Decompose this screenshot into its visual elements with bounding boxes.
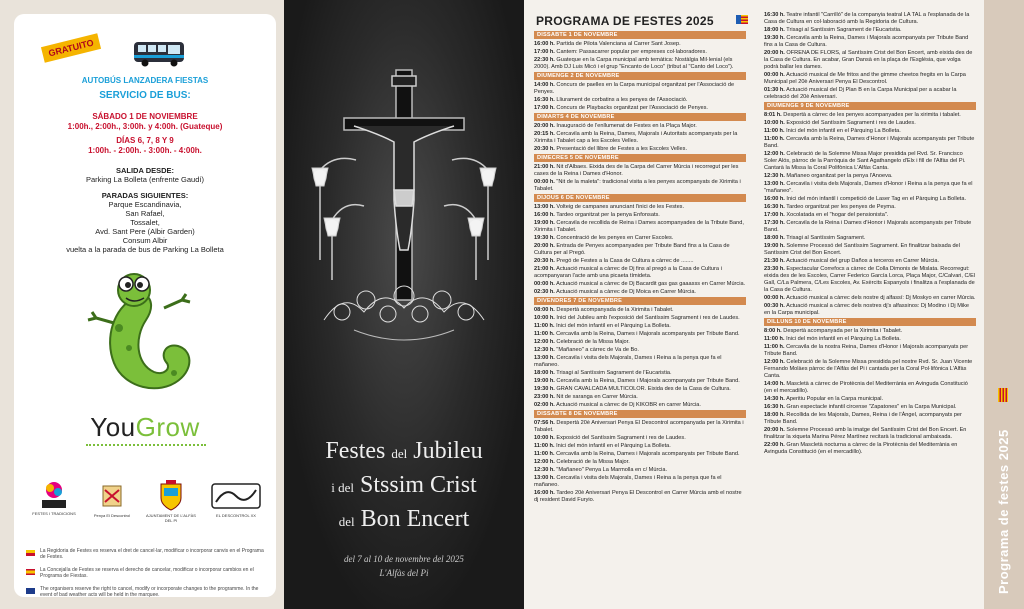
event-text: Despertà acompanyada de la Xirimita i Tabalet. <box>556 307 674 313</box>
event-time: 13:00 h. <box>534 475 555 481</box>
event-text: Cercavila i visita dels Majorals, Dames i Reina a la penya que fa el mañaneo. <box>534 475 722 488</box>
stop-item: Avd. Sant Pere (Albir Garden) <box>95 227 195 236</box>
logo-you: You <box>90 412 136 442</box>
event-row <box>764 196 976 203</box>
event-text: Concurs de Playbacks organitzat per l'Associació de Penyes. <box>556 105 708 111</box>
event-row <box>764 50 976 71</box>
descontrol-logo <box>206 480 266 518</box>
event-row <box>534 394 746 401</box>
event-time: 16:00 h. <box>534 41 555 47</box>
day-header: DISSABTE 8 DE NOVEMBRE <box>534 410 746 418</box>
programme-column-2 <box>764 12 976 457</box>
event-time: 14:30 h. <box>764 396 785 402</box>
event-text: "Mañaneo" Penya La Marmolla en c/ Múrcia. <box>556 467 668 473</box>
event-time: 17:00 h. <box>764 212 785 218</box>
event-text: Cercavila i visita dels Majorals, Dames d'Honor i Reina a la penya que fa el "mañaneo". <box>764 181 973 194</box>
event-row <box>534 378 746 385</box>
event-time: 20:00 h. <box>764 427 785 433</box>
event-time: 20:00 h. <box>534 243 555 249</box>
event-row <box>764 151 976 172</box>
event-time: 12:00 h. <box>534 459 555 465</box>
event-time: 23:00 h. <box>534 394 555 400</box>
event-row <box>534 459 746 466</box>
event-time: 12:30 h. <box>534 347 555 353</box>
event-row <box>534 243 746 257</box>
ajuntament-logo-label: AJUNTAMENT DE L'ALFÀS DEL PI <box>146 513 196 523</box>
event-row <box>534 467 746 474</box>
event-time: 18:00 h. <box>764 235 785 241</box>
event-row <box>764 396 976 403</box>
event-row <box>764 112 976 119</box>
event-row <box>764 442 976 456</box>
event-row <box>764 72 976 86</box>
event-time: 13:00 h. <box>764 181 785 187</box>
day-header: DIMARTS 4 DE NOVEMBRE <box>534 113 746 121</box>
event-text: Inauguració de l'enllumenat de Festes en la Plaça Major. <box>556 123 697 129</box>
event-row <box>534 123 746 130</box>
day-header: DIVENDRES 7 DE NOVEMBRE <box>534 297 746 305</box>
saturday-times: 1:00h., 2:00h., 3:00h. y 4:00h. (Guateque) <box>67 122 223 131</box>
event-time: 14:00 h. <box>764 381 785 387</box>
event-text: Actuació musical de Me fritos and the gimme cheetos fregits en la Carpa Municipal pel 20è Aniversari Penya El Descontrol. <box>764 72 966 85</box>
event-time: 23:30 h. <box>764 266 785 272</box>
title-del-1: del <box>391 446 408 461</box>
event-row <box>534 266 746 280</box>
stop-item: San Rafael, <box>125 209 165 218</box>
event-row <box>534 281 746 288</box>
event-text: Aperitiu Popular en la Carpa municipal. <box>786 396 884 402</box>
day-header: DIJOUS 6 DE NOVEMBRE <box>534 194 746 202</box>
valencian-flag-icon <box>26 550 35 556</box>
event-row <box>764 204 976 211</box>
event-text: Presentació del llibre de Festes a les Escoles Velles. <box>556 146 687 152</box>
day-header: DIMECRES 5 DE NOVEMBRE <box>534 154 746 162</box>
event-text: Espectacular Correfocs a càrrec de Colla Dimonis de Mislata. Recorregut: eixida des de les Escoles, Carrer Federico García Lorca, Plaça Major, C/Calvari, C/El Gall, C/La Palmera, C/Les Escoles, Av. Exèrcits Espanyols i finalitza a l'esplanada de la Casa de Cultura. <box>764 266 976 293</box>
event-row <box>534 97 746 104</box>
event-text: Actuació musical a càrrec dels nostre dj alfassí: Dj Moskyo en carrer Múrcia. <box>786 295 976 301</box>
event-text: Inici del Jubileu amb l'exposició del Santíssim Sagrament i res de Laudes. <box>556 315 740 321</box>
event-row <box>534 386 746 393</box>
event-text: Inici del món infantil en el Pàrquing La Bolleta. <box>556 443 671 449</box>
event-row <box>534 105 746 112</box>
spanish-flag-icon <box>26 569 35 575</box>
event-row <box>534 258 746 265</box>
event-row <box>764 181 976 195</box>
day-header: DILLUNS 10 DE NOVEMBRE <box>764 318 976 326</box>
event-text: Inici del món infantil en el Pàrquing La Bolleta. <box>786 128 901 134</box>
event-row <box>534 289 746 296</box>
event-text: Entrada de Penyes acompanyades per Tribute Band fins a la Casa de Cultura per al Pregó. <box>534 243 730 256</box>
event-time: 22:30 h. <box>534 57 555 63</box>
festes-logo <box>30 480 78 516</box>
event-time: 16:30 h. <box>764 12 785 18</box>
event-row <box>534 475 746 489</box>
event-time: 21:30 h. <box>764 258 785 264</box>
event-text: Actuació musical a càrrec de Dj Moica en Carrer Múrcia. <box>556 289 696 295</box>
event-row <box>534 212 746 219</box>
disclaimer-va: La Regidoria de Festes es reserva el dret de cancel·lar, modificar o incorporar canvis en el Programa de Festes. <box>40 548 264 560</box>
spine-title: Programa de festes 2025 <box>996 429 1011 594</box>
logo-divider <box>86 444 206 448</box>
event-time: 18:00 h. <box>764 27 785 33</box>
event-row <box>764 136 976 150</box>
stop-item: vuelta a la parada de bus de Parking La Bolleta <box>66 245 224 254</box>
event-row <box>534 204 746 211</box>
event-time: 16:30 h. <box>534 97 555 103</box>
event-time: 00:00 h. <box>534 281 555 287</box>
event-row <box>764 258 976 265</box>
event-text: Despertà acompanyada per la Xirimita i Tabalet. <box>783 328 903 334</box>
event-row <box>534 323 746 330</box>
saturday-label: SÁBADO 1 DE NOVIEMBRE <box>92 112 198 121</box>
festes-logo-label: FESTES I TRADICIONS <box>32 511 76 516</box>
event-row <box>764 427 976 441</box>
lizard-mascot-icon <box>74 268 224 410</box>
stops-label: PARADAS SIGUIENTES: <box>101 191 189 200</box>
side-spine <box>984 0 1024 609</box>
event-row <box>534 179 746 193</box>
programme-panel <box>524 0 984 609</box>
event-row <box>534 146 746 153</box>
event-text: Cercavila i visita dels Majorals, Dames i Reina a la penya que fa el mañaneo. <box>534 355 722 368</box>
event-row <box>764 173 976 180</box>
stop-item: Parque Escandinavia, <box>108 200 182 209</box>
event-row <box>764 12 976 26</box>
event-text: Cercavila amb la Reina, Dames, Majorals i Autoritats acompanyats per la Xirimita i Tabalet cap a les Escoles Velles. <box>534 131 738 144</box>
event-time: 19:30 h. <box>764 35 785 41</box>
event-row <box>764 120 976 127</box>
event-row <box>764 381 976 395</box>
event-text: Cercavila amb la Reina, Dames i Majorals acompanyats per Tribute Band fins a la Casa de Cultura. <box>764 35 969 48</box>
disclaimer-es: La Concejalía de Festes se reserva el derecho de cancelar, modificar o incorporar cambios en el Programa de Fiestas. <box>40 567 254 579</box>
event-time: 12:30 h. <box>534 467 555 473</box>
event-text: Despertà a càrrec de les penyes acompanyades per la xirimita i tabalet. <box>783 112 961 118</box>
event-time: 02:30 h. <box>534 289 555 295</box>
programme-title: PROGRAMA DE FESTES 2025 <box>536 14 714 28</box>
event-row <box>534 402 746 409</box>
event-text: Pregó de Festes a la Casa de Cultura a càrrec de ........ <box>556 258 694 264</box>
event-time: 01:30 h. <box>764 87 785 93</box>
event-time: 19:00 h. <box>534 220 555 226</box>
event-row <box>534 131 746 145</box>
valencian-flag-icon <box>736 15 748 24</box>
event-row <box>534 435 746 442</box>
event-time: 00:30 h. <box>764 303 785 309</box>
festival-place: L'Alfàs del Pi <box>379 568 429 578</box>
event-text: Cantem: Passacarrer popular per empreses col·laboradores. <box>556 49 707 55</box>
event-time: 07:56 h. <box>534 420 555 426</box>
event-time: 20:00 h. <box>764 50 785 56</box>
event-row <box>534 164 746 178</box>
bus-service-heading: SERVICIO DE BUS: <box>99 90 191 101</box>
event-text: Actuació musical del grup Daños a terceros en Carrer Múrcia. <box>786 258 940 264</box>
day-header: DIUMENGE 2 DE NOVEMBRE <box>534 72 746 80</box>
event-row <box>764 87 976 101</box>
event-row <box>534 307 746 314</box>
programme-column-1 <box>534 30 746 505</box>
event-time: 19:00 h. <box>534 378 555 384</box>
event-text: Actuació musical a càrrec de Dj KIKOBR en carrer Múrcia. <box>556 402 701 408</box>
event-text: "Nit de la maleta": tradicional visita a les penyes acompanyats de Xirimita i Tabalet. <box>534 179 741 192</box>
descontrol-logo-label: EL DESCONTROL XX <box>216 513 256 518</box>
event-text: Celebració de la Solemne Missa presidida pel nostre Rvd. Sr. Juan Vicente Fernando Molàes pàrroc de l'Alfàs del Pi i cantada per la Coral Pol·lifònica L'Alfàs Canta. <box>764 359 973 379</box>
event-time: 17:30 h. <box>764 220 785 226</box>
event-time: 8:00 h. <box>764 328 782 334</box>
event-text: Actuació musical a càrrec dels nostres dj's alfassinos: Dj Modino i Dj Mike en la Carpa municipal. <box>764 303 970 316</box>
event-row <box>764 266 976 294</box>
event-row <box>534 331 746 338</box>
event-time: 12:00 h. <box>764 151 785 157</box>
days-label: DÍAS 6, 7, 8 Y 9 <box>116 136 174 145</box>
yougrow-logo <box>14 412 276 443</box>
bus-title: AUTOBÚS LANZADERA FIESTAS <box>81 76 209 85</box>
event-text: Inici del món infantil en el Pàrquing La Bolleta. <box>786 336 901 342</box>
stop-item: Consum Albir <box>122 236 168 245</box>
event-time: 16:00 h. <box>534 490 555 496</box>
event-row <box>534 451 746 458</box>
event-text: Celebració de la Missa Major. <box>556 339 630 345</box>
sponsor-logos <box>30 480 266 536</box>
event-time: 16:30 h. <box>764 404 785 410</box>
event-text: Actuació musical a càrrec de Dj fins al pregó a la Casa de Cultura i acompanyaran l'acte amb una picaeta tímideta. <box>534 266 722 279</box>
event-row <box>764 128 976 135</box>
event-time: 17:00 h. <box>534 49 555 55</box>
event-time: 21:00 h. <box>534 266 555 272</box>
event-time: 11:00 h. <box>764 344 785 350</box>
event-text: Cercavila amb la Reina, Dames d'Honor i Majorals acompanyats per Tribute Band. <box>764 136 975 149</box>
departure-label: SALIDA DESDE: <box>115 166 175 175</box>
event-time: 16:30 h. <box>764 204 785 210</box>
event-time: 8:01 h. <box>764 112 782 118</box>
cover-panel <box>284 0 524 609</box>
event-text: Celebració de la Missa Major. <box>556 459 630 465</box>
day-header: DIUMENGE 9 DE NOVEMBRE <box>764 102 976 110</box>
event-time: 12:00 h. <box>764 359 785 365</box>
title-del-2: del <box>338 514 355 529</box>
event-text: Nit d'Albaes. Eixida des de la Carpa del Carrer Múrcia i recorregut per les cases de la Reina i Dames d'Honor. <box>534 164 739 177</box>
event-row <box>764 35 976 49</box>
event-time: 02:00 h. <box>534 402 555 408</box>
event-row <box>534 347 746 354</box>
event-text: Lliurament de corbatins a les penyes de l'Associació. <box>556 97 688 103</box>
event-row <box>764 359 976 380</box>
event-text: Cercavila amb la Reina, Dames i Majorals acompanyats per Tribute Band. <box>556 378 740 384</box>
event-time: 12:30 h. <box>764 173 785 179</box>
event-time: 18:00 h. <box>764 412 785 418</box>
title-stssim-crist: Stssim Crist <box>360 472 477 498</box>
free-badge: GRATUITO <box>41 33 101 63</box>
departure-place: Parking La Bolleta (enfrente Gaudí) <box>86 175 204 184</box>
event-text: Concurs de paelles en la Carpa municipal organitzat per l'Associació de Penyes. <box>534 82 735 95</box>
event-row <box>764 336 976 343</box>
ajuntament-shield-icon <box>158 480 184 512</box>
title-bon-encert: Bon Encert <box>360 506 470 532</box>
event-time: 11:00 h. <box>534 451 555 457</box>
event-text: Trisagi al Santíssim Sagrament. <box>786 235 866 241</box>
event-row <box>764 295 976 302</box>
title-line-3 <box>284 506 524 533</box>
event-time: 20:30 h. <box>534 258 555 264</box>
event-row <box>764 303 976 317</box>
event-text: Exposició del Santíssim Sagrament i res de Laudes. <box>556 435 686 441</box>
event-row <box>764 212 976 219</box>
event-text: Gran espectacle infantil circense "Zapatones" en la Carpa Municipal. <box>786 404 957 410</box>
stop-item: Tossalet, <box>130 218 160 227</box>
event-text: Guateque en la Carpa municipal amb temàtica: Nostàlgia Mil·lenial (els 2000). Amb DJ Luis Micó i el grup "Encanto de Loco" (tribut al "Canto del Loco"). <box>534 57 734 70</box>
event-text: Actuació musical a càrrec de Dj Bacardit gas gas gaaasss en Carrer Múrcia. <box>556 281 746 287</box>
event-text: Tardeo organitzat per la penya Enfonsats. <box>556 212 660 218</box>
event-text: "Mañaneo" a càrrec de Va de Bo. <box>556 347 639 353</box>
event-time: 12:00 h. <box>534 339 555 345</box>
bus-icon <box>132 38 188 68</box>
event-row <box>764 328 976 335</box>
event-row <box>534 57 746 71</box>
penya-logo-label: Penya El Descontrol <box>93 513 131 518</box>
event-time: 00:00 h. <box>764 295 785 301</box>
event-text: Actuació musical del Dj Plan B en la Carpa Municipal per a acabar la celebració del 20è Aniversari. <box>764 87 957 100</box>
event-text: Cercavila amb la Reina, Dames i Majorals acompanyats per Tribute Band. <box>556 331 740 337</box>
bus-info-card <box>14 14 276 597</box>
event-text: Nit de xaranga en Carrer Múrcia. <box>556 394 638 400</box>
event-text: Concentració de les penyes en Carrer Escoles. <box>556 235 674 241</box>
event-row <box>534 49 746 56</box>
event-time: 14:00 h. <box>534 82 555 88</box>
day-header: DISSABTE 1 DE NOVEMBRE <box>534 31 746 39</box>
event-time: 19:30 h. <box>534 235 555 241</box>
event-row <box>534 420 746 434</box>
event-row <box>534 443 746 450</box>
logo-grow: Grow <box>135 412 200 442</box>
event-time: 21:00 h. <box>534 164 555 170</box>
disclaimer-en: The organisers reserve the right to cancel, modify or incorporate changes to the programme. In the event of bad weather acts will be held in the marquee. <box>40 586 259 597</box>
event-time: 17:00 h. <box>534 105 555 111</box>
descontrol-logo-icon <box>210 480 262 512</box>
event-row <box>764 235 976 242</box>
event-time: 13:00 h. <box>534 355 555 361</box>
event-row <box>764 404 976 411</box>
penya-logo-icon <box>97 480 127 512</box>
event-text: Xocolatada en el "hogar del pensionista". <box>786 212 889 218</box>
event-time: 18:00 h. <box>534 370 555 376</box>
event-text: Despertà 20è Aniversari Penya El Descontrol acompanyada per la Xirimita i Tabalet. <box>534 420 744 433</box>
title-jubileu: Jubileu <box>413 438 483 464</box>
title-line-2 <box>284 472 524 499</box>
event-time: 11:00 h. <box>534 443 555 449</box>
event-time: 13:00 h. <box>534 204 555 210</box>
event-row <box>534 235 746 242</box>
event-text: Cercavila amb la Reina, Dames i Majorals acompanyats per Tribute Band. <box>556 451 740 457</box>
event-time: 20:30 h. <box>534 146 555 152</box>
title-idel: i del <box>331 480 355 495</box>
event-time: 11:00 h. <box>534 323 555 329</box>
event-text: Teatre infantil "Carrilló" de la companyia teatral LA TAL a l'esplanada de la Casa de Cultura en col·laboració amb la Regidoria de Cultura. <box>764 12 970 25</box>
event-text: Exposició del Santíssim Sagrament i res de Laudes. <box>786 120 916 126</box>
event-time: 10:00 h. <box>534 315 555 321</box>
event-time: 11:00 h. <box>764 136 785 142</box>
event-row <box>534 339 746 346</box>
event-text: Mañaneo organitzat per la penya l'Anoeva. <box>786 173 893 179</box>
event-row <box>534 41 746 48</box>
event-time: 20:15 h. <box>534 131 555 137</box>
event-text: Gran Mascletà nocturna a càrrec de la Pirotècnia del Mediterrània en Avinguda Constitució (en el mercadillo). <box>764 442 958 455</box>
event-time: 20:00 h. <box>534 123 555 129</box>
event-time: 00:00 h. <box>534 179 555 185</box>
event-time: 08:00 h. <box>534 307 555 313</box>
event-row <box>764 243 976 257</box>
event-text: OFRENA DE FLORS, al Santíssim Crist del Bon Encert, amb eixida des de la Casa de Cultura. En acabar, Gran Dansà en la plaça de l'Església, que volga podrà ballar les dames. <box>764 50 973 70</box>
stops-list <box>14 200 276 254</box>
event-text: Volteig de campanes anunciant l'inici de les Festes. <box>556 204 685 210</box>
days-times: 1:00h. - 2:00h. - 3:00h. - 4:00h. <box>88 146 202 155</box>
event-row <box>764 220 976 234</box>
event-time: 10:00 h. <box>764 120 785 126</box>
event-text: Solemne Processó del Santíssim Sagrament. En finalitzar baixada del Santíssim Crist del Bon Encert. <box>764 243 960 256</box>
event-text: Recollida de les Majorals, Dames, Reina i de l'Àngel, acompanyats per Tribute Band. <box>764 412 962 425</box>
event-time: 11:00 h. <box>534 331 555 337</box>
event-row <box>764 344 976 358</box>
event-row <box>534 315 746 322</box>
event-row <box>534 370 746 377</box>
event-time: 11:00 h. <box>764 336 785 342</box>
penya-logo <box>88 480 136 518</box>
event-row <box>534 220 746 234</box>
event-text: Cercavila de la nostra Reina, Dames d'Honor i Majorals acompanyats per Tribute Band. <box>764 344 969 357</box>
event-time: 10:00 h. <box>534 435 555 441</box>
title-festes: Festes <box>325 438 386 464</box>
event-time: 16:00 h. <box>534 212 555 218</box>
event-row <box>764 27 976 34</box>
event-time: 19:00 h. <box>764 243 785 249</box>
event-time: 22:00 h. <box>764 442 785 448</box>
event-text: Partida de Pilota Valenciana al Carrer Sant Josep. <box>556 41 681 47</box>
event-text: Tardeo organitzat per les penyes de Peyma. <box>786 204 896 210</box>
event-time: 00:00 h. <box>764 72 785 78</box>
event-text: Trisagi al Santíssim Sagrament de l'Eucaristia. <box>786 27 902 33</box>
event-text: Mascletà a càrrec de Pirotècnia del Mediterrània en Avinguda Constitució (en el mercadillo). <box>764 381 968 394</box>
event-time: 19:30 h. <box>534 386 555 392</box>
festival-dates: del 7 al 10 de novembre del 2025 <box>344 554 464 564</box>
event-text: Inici del món infantil i competició de Laser Tag en el Pàrquing La Bolleta. <box>786 196 967 202</box>
event-text: Celebració de la Solemne Missa Major presidida pel Rvd. Sr. Francisco Soler Alós, pàrroc de la Parròquia de Sant Agathangelo d'Elx i fill de l'Alfàs del Pi. Cantarà la Missa la Coral Polifònica L'Alfàs Canta. <box>764 151 966 171</box>
ajuntament-logo <box>146 480 196 523</box>
valencian-flag-icon <box>998 388 1008 402</box>
event-row <box>764 412 976 426</box>
uk-flag-icon <box>26 588 35 594</box>
event-text: Trisagi al Santíssim Sagrament de l'Eucaristia. <box>556 370 672 376</box>
event-time: 11:00 h. <box>764 128 785 134</box>
event-text: Cercavila de la Reina i Dames d'Honor i Majorals acompanyats per Tribute Band. <box>764 220 972 233</box>
title-line-1 <box>284 438 524 465</box>
event-row <box>534 355 746 369</box>
festes-logo-icon <box>40 480 68 510</box>
crucifix-illustration <box>284 50 524 370</box>
event-row <box>534 82 746 96</box>
event-text: Inici del món infantil en el Pàrquing La Bolleta. <box>556 323 671 329</box>
event-text: Solemne Processó amb la imatge del Santíssim Crist del Bon Encert. En finalitzar la xiqueta Marina Pérez Martínez recitarà la tradicional ambaixada. <box>764 427 967 440</box>
event-text: Cercavila de recollida de Reina i Dames acompanyades de la Tribute Band, Xirimita i Tabalet. <box>534 220 744 233</box>
event-text: GRAN CAVALCADA MULTICOLOR. Eixida des de la Casa de Cultura. <box>556 386 731 392</box>
event-row <box>534 490 746 504</box>
event-time: 16:00 h. <box>764 196 785 202</box>
event-text: Tardeo 20è Aniversari Penya El Descontrol en Carrer Múrcia amb el nostre dj resident David Furyio. <box>534 490 742 503</box>
